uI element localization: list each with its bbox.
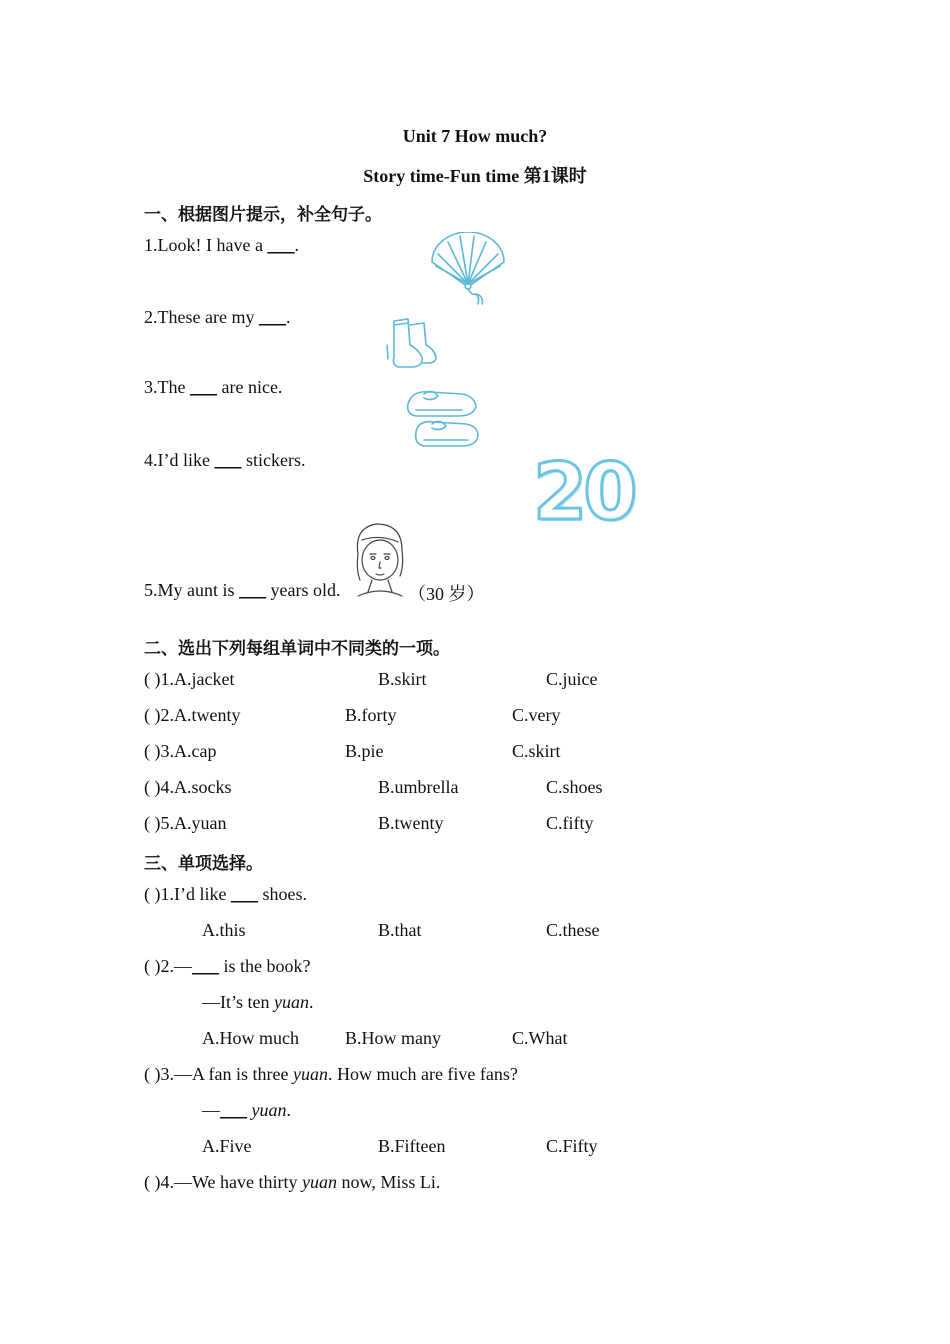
s2-row-4-a: ( )4.A.socks	[144, 777, 232, 797]
s2-row-1-a: ( )1.A.jacket	[144, 669, 235, 689]
s3-q3-option-c: C.Fifty	[546, 1136, 598, 1156]
age-note: （30 岁）	[408, 584, 485, 604]
s1-item-1: 1.Look! I have a ___.	[144, 235, 299, 255]
s3-q3-option-b: B.Fifteen	[378, 1136, 446, 1156]
s3-q4: ( )4.—We have thirty yuan now, Miss Li.	[144, 1172, 441, 1192]
s2-row-2-c: C.very	[512, 705, 561, 725]
s2-row-4-b: B.umbrella	[378, 777, 459, 797]
s3-q2-option-c: C.What	[512, 1028, 568, 1048]
s1-item-2: 2.These are my ___.	[144, 307, 291, 327]
s1-item-3: 3.The ___ are nice.	[144, 377, 283, 397]
s2-row-1-b: B.skirt	[378, 669, 427, 689]
s3-q1-option-c: C.these	[546, 920, 600, 940]
s3-q1-option-a: A.this	[202, 920, 246, 940]
fan-icon	[428, 232, 510, 306]
shoes-icon	[402, 386, 482, 458]
s2-row-1-c: C.juice	[546, 669, 598, 689]
section1-heading: 一、根据图片提示，补全句子。	[144, 205, 382, 225]
s2-row-2-b: B.forty	[345, 705, 397, 725]
s3-q3: ( )3.—A fan is three yuan. How much are five fans?	[144, 1064, 518, 1084]
s3-q1-option-b: B.that	[378, 920, 422, 940]
section2-heading: 二、选出下列每组单词中不同类的一项。	[144, 639, 450, 659]
page-subtitle: Story time-Fun time 第1课时	[363, 166, 587, 186]
page-title: Unit 7 How much?	[402, 126, 548, 146]
s2-row-5-a: ( )5.A.yuan	[144, 813, 227, 833]
s2-row-5-c: C.fifty	[546, 813, 594, 833]
socks-icon	[384, 315, 440, 373]
s2-row-3-b: B.pie	[345, 741, 384, 761]
s3-q3-answer-line: —___ yuan.	[202, 1100, 291, 1120]
s2-row-3-a: ( )3.A.cap	[144, 741, 217, 761]
s2-row-2-a: ( )2.A.twenty	[144, 705, 241, 725]
s2-row-5-b: B.twenty	[378, 813, 444, 833]
aunt-girl-icon	[350, 520, 408, 598]
s1-item-4: 4.I’d like ___ stickers.	[144, 450, 306, 470]
s3-q3-option-a: A.Five	[202, 1136, 252, 1156]
section3-heading: 三、单项选择。	[144, 854, 263, 874]
s3-q1: ( )1.I’d like ___ shoes.	[144, 884, 307, 904]
s2-row-4-c: C.shoes	[546, 777, 603, 797]
s3-q2-answer-line: —It’s ten yuan.	[202, 992, 314, 1012]
s3-q2: ( )2.—___ is the book?	[144, 956, 311, 976]
number-twenty-icon: 20	[533, 448, 634, 538]
s3-q2-option-b: B.How many	[345, 1028, 441, 1048]
s1-item-5: 5.My aunt is ___ years old.	[144, 580, 341, 600]
s2-row-3-c: C.skirt	[512, 741, 561, 761]
s3-q2-option-a: A.How much	[202, 1028, 299, 1048]
